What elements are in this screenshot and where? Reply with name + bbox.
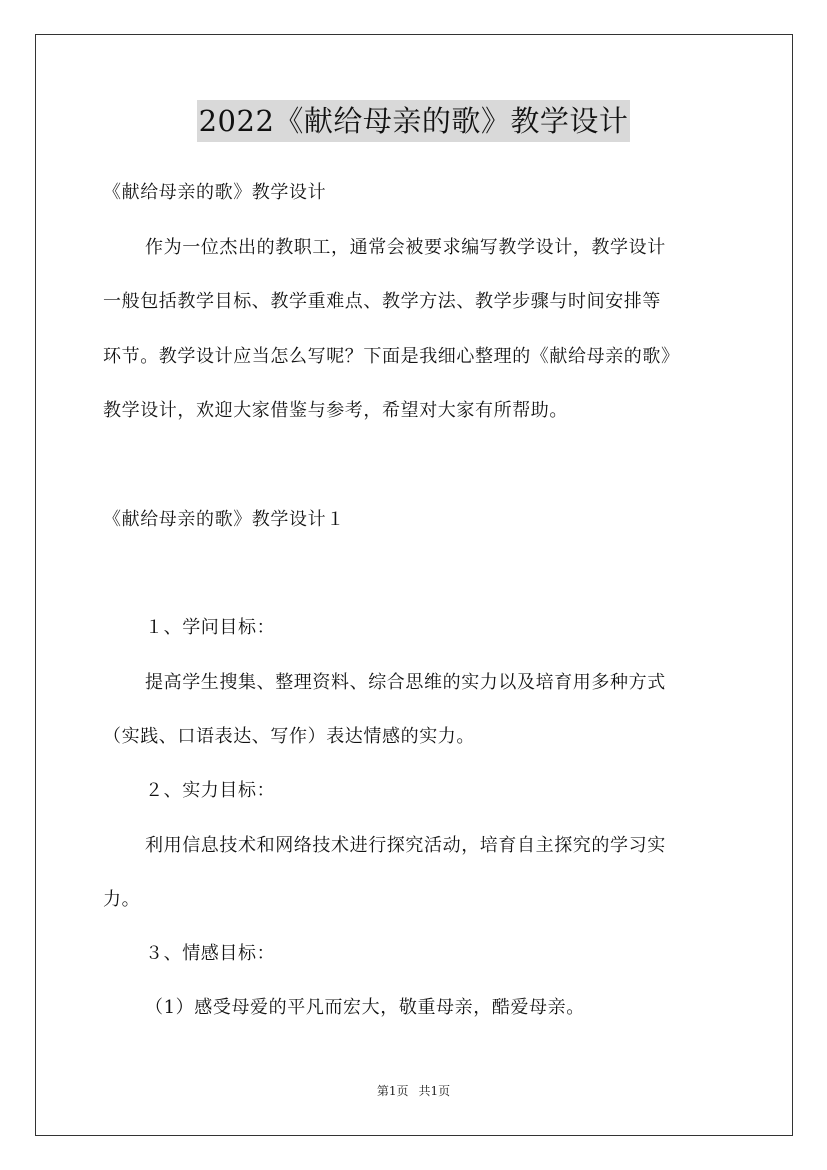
ability-goal-line-2: 力。 [103, 889, 141, 910]
document-title: 2022《献给母亲的歌》教学设计 [197, 100, 631, 142]
emotion-goal-heading: ３、情感目标： [145, 943, 276, 964]
intro-paragraph-line-4: 教学设计，欢迎大家借鉴与参考，希望对大家有所帮助。 [103, 400, 568, 421]
emotion-goal-item-1: （1）感受母爱的平凡而宏大，敬重母亲，酷爱母亲。 [145, 997, 585, 1018]
knowledge-goal-line-2: （实践、口语表达、写作）表达情感的实力。 [103, 726, 475, 747]
subtitle-line: 《献给母亲的歌》教学设计 [103, 182, 327, 203]
intro-paragraph-line-3: 环节。教学设计应当怎么写呢？下面是我细心整理的《献给母亲的歌》 [103, 346, 680, 367]
ability-goal-heading: ２、实力目标： [145, 780, 276, 801]
knowledge-goal-heading: １、学问目标： [145, 617, 276, 638]
knowledge-goal-line-1: 提高学生搜集、整理资料、综合思维的实力以及培育用多种方式 [145, 672, 666, 693]
ability-goal-line-1: 利用信息技术和网络技术进行探究活动，培育自主探究的学习实 [145, 835, 666, 856]
page-footer [0, 1083, 827, 1099]
page-number: 第1页 [376, 1084, 409, 1098]
section-heading-1: 《献给母亲的歌》教学设计１ [103, 509, 345, 530]
page-total: 共1页 [418, 1084, 451, 1098]
intro-paragraph-line-1: 作为一位杰出的教职工，通常会被要求编写教学设计，教学设计 [145, 237, 666, 258]
title-container [0, 100, 827, 142]
intro-paragraph-line-2: 一般包括教学目标、教学重难点、教学方法、教学步骤与时间安排等 [103, 291, 661, 312]
